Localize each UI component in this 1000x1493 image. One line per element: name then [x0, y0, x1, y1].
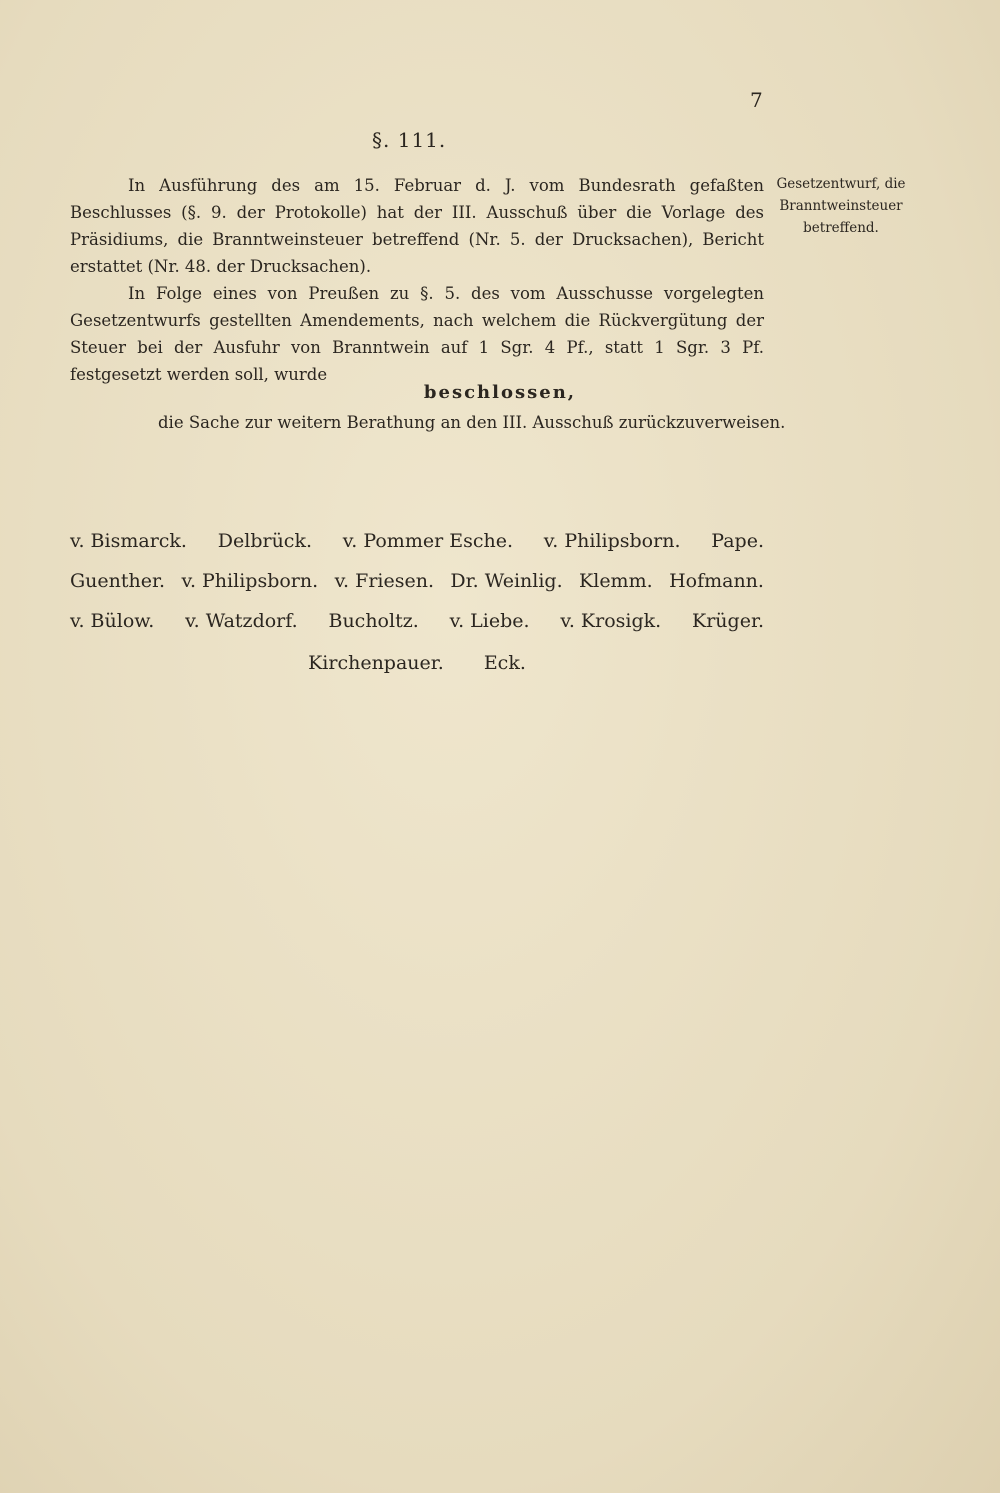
- resolution-text: die Sache zur weitern Berathung an den III. Ausschuß zurückzuverweisen.: [158, 413, 786, 432]
- signature: Klemm.: [579, 570, 653, 592]
- signature: Guenther.: [70, 570, 166, 592]
- signature: v. Krosigk.: [560, 610, 662, 632]
- signature: v. Friesen.: [334, 570, 434, 592]
- signature: Bucholtz.: [328, 610, 419, 632]
- page-number: 7: [750, 88, 763, 112]
- signature-row-1: [70, 530, 764, 552]
- signature: Pape.: [711, 530, 764, 552]
- signature: Delbrück.: [217, 530, 312, 552]
- signature-row-2: [70, 570, 764, 592]
- signature: v. Watzdorf.: [185, 610, 298, 632]
- signature: Krüger.: [692, 610, 764, 632]
- signature: Hofmann.: [669, 570, 764, 592]
- section-heading: §. 111.: [372, 128, 447, 152]
- signature-row-3: [70, 610, 764, 632]
- resolved-word: beschlossen,: [423, 382, 577, 403]
- signature: v. Philipsborn.: [181, 570, 319, 592]
- paragraph-2: In Folge eines von Preußen zu §. 5. des vom Ausschusse vorgelegten Gesetzentwurfs gestellten Amendements, nach welchem die Rückvergütung der Steuer bei der Ausfuhr von Branntwein auf 1 Sgr. 4 Pf., statt 1 Sgr. 3 Pf. festgesetzt werden soll, wurde: [70, 284, 764, 384]
- margin-note: Gesetzentwurf, die Branntweinsteuer betreffend.: [776, 176, 906, 236]
- signature: Kirchenpauer.: [308, 652, 444, 674]
- signature: Eck.: [483, 652, 526, 674]
- signature: v. Philipsborn.: [543, 530, 681, 552]
- signature: v. Bülow.: [70, 610, 155, 632]
- signature: v. Bismarck.: [70, 530, 187, 552]
- signature: Dr. Weinlig.: [450, 570, 563, 592]
- paragraph-1: In Ausführung des am 15. Februar d. J. vom Bundesrath gefaßten Beschlusses (§. 9. der Protokolle) hat der III. Ausschuß über die Vorlage des Präsidiums, die Branntweinsteuer betreffend (Nr. 5. der Drucksachen), Bericht erstattet (Nr. 48. der Drucksachen).: [70, 176, 764, 276]
- signature: v. Pommer Esche.: [342, 530, 513, 552]
- signature-row-4: [70, 652, 764, 674]
- signature: v. Liebe.: [449, 610, 530, 632]
